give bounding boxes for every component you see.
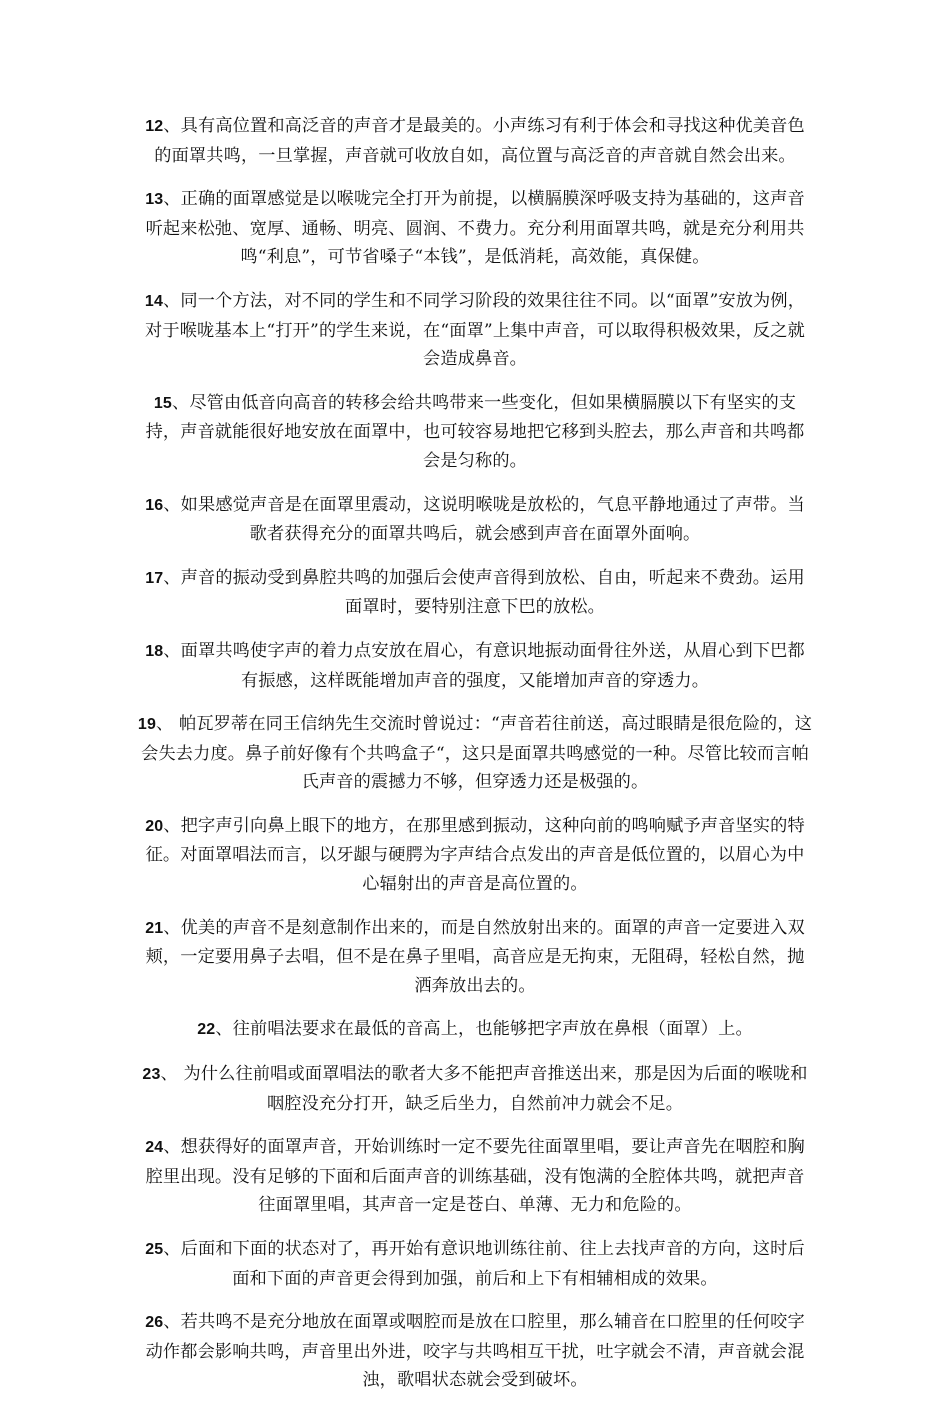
paragraph-number: 14 (144, 292, 164, 310)
paragraph-number: 22 (197, 1021, 216, 1039)
paragraph-24 (137, 1133, 813, 1220)
paragraph-separator: 、 (160, 1064, 184, 1085)
paragraph-text: 声音的振动受到鼻腔共鸣的加强后会使声音得到放松、自由，听起来不费劲。运用面罩时，要特别注意下巴的放松。 (180, 567, 805, 618)
paragraph-13 (137, 185, 813, 272)
paragraph-separator: 、 (163, 116, 181, 136)
paragraph-text: 优美的声音不是刻意制作出来的，而是自然放射出来的。面罩的声音一定要进入双颊，一定要用鼻子去唱，但不是在鼻子里唱，高音应是无拘束，无阻碍，轻松自然，抛洒奔放出去的。 (145, 917, 805, 996)
paragraph-separator: 、 (163, 1312, 181, 1333)
paragraph-text: 把字声引向鼻上眼下的地方，在那里感到振动，这种向前的鸣响赋予声音坚实的特征。对面罩唱法而言，以牙龈与硬腭为字声结合点发出的声音是低位置的，以眉心为中心辐射出的声音是高位置的。 (145, 815, 805, 895)
paragraph-14 (137, 287, 813, 374)
paragraph-text: 具有高位置和高泛音的声音才是最美的。小声练习有利于体会和寻找这种优美音色的面罩共鸣，一旦掌握，声音就可收放自如，高位置与高泛音的声音就自然会出来。 (154, 116, 805, 166)
paragraph-23 (137, 1060, 813, 1118)
paragraph-number: 16 (145, 496, 164, 514)
paragraph-separator: 、 (163, 640, 181, 661)
paragraph-text: 若共鸣不是充分地放在面罩或咽腔而是放在口腔里，那么辅音在口腔里的任何咬字动作都会影响共鸣，声音里出外进，咬字与共鸣相互干扰，吐字就会不清，声音就会混浊，歌唱状态就会受到破坏。 (145, 1312, 805, 1391)
paragraph-text: 后面和下面的状态对了，再开始有意识地训练往前、往上去找声音的方向，这时后面和下面的声音更会得到加强，前后和上下有相辅相成的效果。 (180, 1239, 805, 1289)
paragraph-separator: 、 (163, 567, 181, 588)
paragraph-separator: 、 (156, 714, 179, 735)
paragraph-number: 17 (145, 569, 164, 587)
paragraph-text: 正确的面罩感觉是以喉咙完全打开为前提，以横膈膜深呼吸支持为基础的，这声音听起来松弛、宽厚、通畅、明亮、圆润、不费力。充分利用面罩共鸣，就是充分利用共鸣“利息”，可节省嗓子“本钱”，是低消耗，高效能，真保健。 (145, 189, 805, 268)
paragraph-22 (137, 1015, 813, 1045)
paragraph-number: 23 (142, 1066, 161, 1084)
paragraph-text: 如果感觉声音是在面罩里震动，这说明喉咙是放松的，气息平静地通过了声带。当歌者获得充分的面罩共鸣后，就会感到声音在面罩外面响。 (180, 494, 805, 545)
paragraph-number: 21 (145, 919, 164, 937)
paragraph-text: 想获得好的面罩声音，开始训练时一定不要先往面罩里唱，要让声音先在咽腔和胸腔里出现。没有足够的下面和后面声音的训练基础，没有饱满的全腔体共鸣，就把声音往面罩里唱，其声音一定是苍白、单薄、无力和危险的。 (145, 1137, 805, 1216)
paragraph-16 (137, 491, 813, 549)
paragraph-18 (137, 637, 813, 695)
document-page (0, 112, 950, 1410)
paragraph-text: 同一个方法，对不同的学生和不同学习阶段的效果往往不同。以“面罩”安放为例，对于喉咙基本上“打开”的学生来说，在“面罩”上集中声音，可以取得积极效果，反之就会造成鼻音。 (145, 290, 806, 370)
paragraph-20 (137, 812, 813, 899)
paragraph-separator: 、 (215, 1019, 233, 1040)
paragraph-21 (137, 914, 813, 1001)
paragraph-separator: 、 (163, 1137, 181, 1158)
paragraph-separator: 、 (163, 1239, 181, 1259)
paragraph-number: 20 (145, 817, 164, 835)
paragraph-26 (137, 1308, 813, 1395)
paragraph-number: 26 (145, 1314, 164, 1332)
paragraph-text: 帕瓦罗蒂在同王信纳先生交流时曾说过：“声音若往前送，高过眼睛是很危险的，这会失去力度。鼻子前好像有个共鸣盒子“，这只是面罩共鸣感觉的一种。尽管比较而言帕氏声音的震撼力不够，但穿透力还是极强的。 (141, 714, 813, 793)
paragraph-separator: 、 (163, 815, 181, 836)
paragraph-separator: 、 (171, 392, 190, 413)
paragraph-separator: 、 (163, 189, 181, 210)
paragraph-number: 12 (145, 118, 164, 135)
paragraph-separator: 、 (163, 917, 181, 938)
paragraph-separator: 、 (163, 290, 181, 311)
paragraph-19 (137, 710, 813, 797)
paragraph-number: 18 (145, 642, 164, 660)
paragraph-text: 往前唱法要求在最低的音高上，也能够把字声放在鼻根（面罩）上。 (232, 1019, 753, 1040)
paragraph-number: 24 (145, 1139, 164, 1157)
paragraph-number: 19 (137, 716, 157, 734)
paragraph-12 (137, 112, 813, 170)
paragraph-25 (137, 1235, 813, 1293)
paragraph-text: 面罩共鸣使字声的着力点安放在眉心，有意识地振动面骨往外送，从眉心到下巴都有振感，这样既能增加声音的强度，又能增加声音的穿透力。 (180, 640, 805, 691)
paragraph-text: 尽管由低音向高音的转移会给共鸣带来一些变化，但如果横膈膜以下有坚实的支持，声音就能很好地安放在面罩中，也可较容易地把它移到头腔去，那么声音和共鸣都会是匀称的。 (145, 392, 805, 471)
paragraph-number: 13 (145, 191, 164, 209)
paragraph-separator: 、 (163, 494, 181, 515)
paragraph-number: 25 (145, 1241, 164, 1258)
paragraph-text: 为什么往前唱或面罩唱法的歌者大多不能把声音推送出来，那是因为后面的喉咙和咽腔没充分打开，缺乏后坐力，自然前冲力就会不足。 (183, 1064, 808, 1114)
paragraph-15 (137, 389, 813, 476)
paragraph-number: 15 (153, 394, 172, 412)
paragraph-17 (137, 564, 813, 622)
